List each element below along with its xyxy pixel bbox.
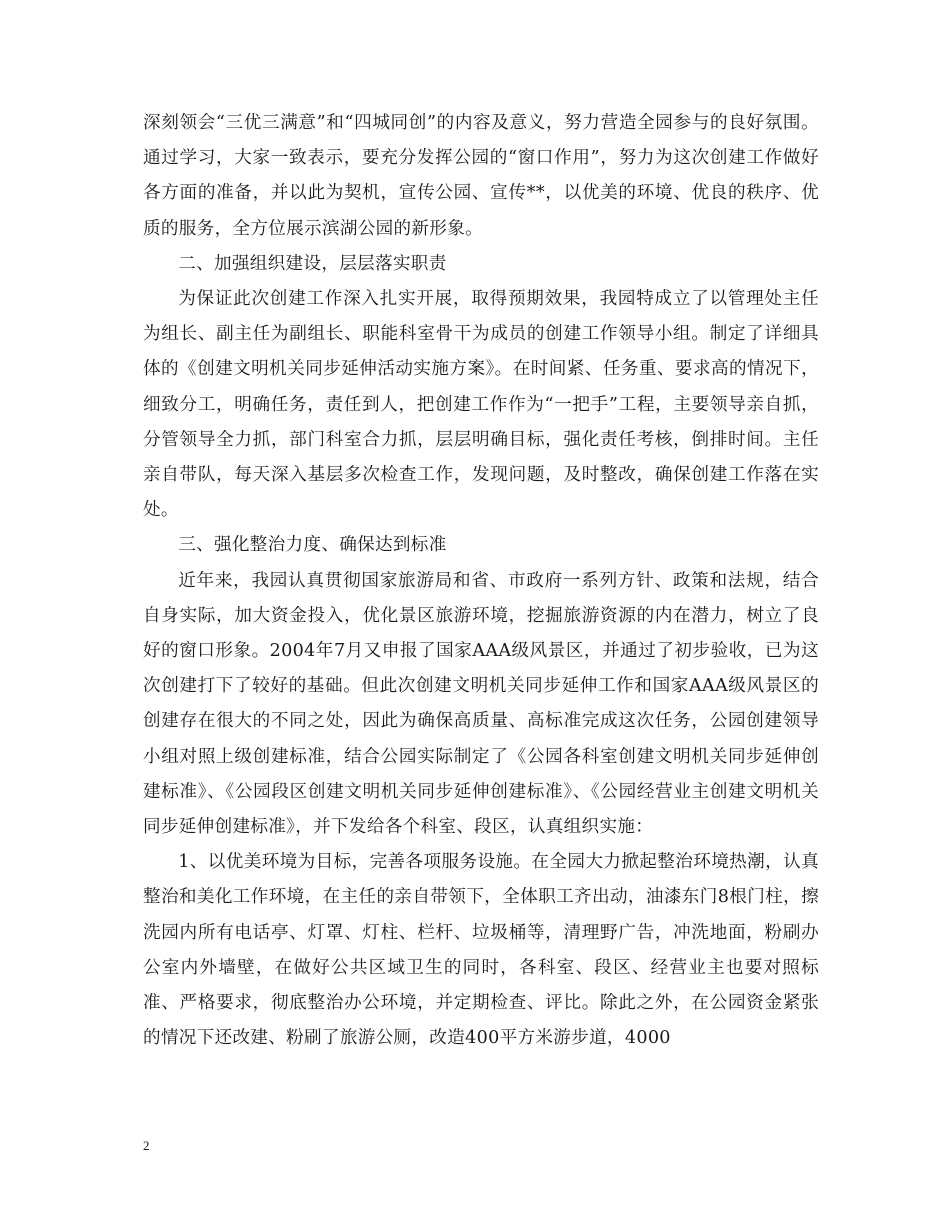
page-number: 2 <box>143 1138 150 1153</box>
section-heading-3: 三、强化整治力度、确保达到标准 <box>178 535 447 556</box>
document-body <box>143 106 819 1056</box>
paragraph-standards: 近年来，我园认真贯彻国家旅游局和省、市政府一系列方针、政策和法规，结合自身实际，加大资金投入，优化景区旅游环境，挖掘旅游资源的内在潜力，树立了良好的窗口形象。2004年7月又申报了国家AAA级风景区，并通过了初步验收，已为这次创建打下了较好的基础。但此次创建文明机关同步延伸工作和国家AAA级风景区的创建存在很大的不同之处，因此为确保高质量、高标准完成这次任务，公园创建领导小组对照上级创建标准，结合公园实际制定了《公园各科室创建文明机关同步延伸创建标准》、《公园段区创建文明机关同步延伸创建标准》、《公园经营业主创建文明机关同步延伸创建标准》，并下发给各个科室、段区，认真组织实施： <box>143 570 819 838</box>
paragraph-continuation: 深刻领会“三优三满意”和“四城同创”的内容及意义，努力营造全园参与的良好氛围。通过学习，大家一致表示，要充分发挥公园的“窗口作用”，努力为这次创建工作做好各方面的准备，并以此为契机，宣传公园、宣传**，以优美的环境、优良的秩序、优质的服务，全方位展示滨湖公园的新形象。 <box>143 113 819 239</box>
paragraph-environment: 1、以优美环境为目标，完善各项服务设施。在全园大力掀起整治环境热潮，认真整治和美化工作环境，在主任的亲自带领下，全体职工齐出动，油漆东门8根门柱，擦洗园内所有电话亭、灯罩、灯柱、栏杆、垃圾桶等，清理野广告，冲洗地面，粉刷办公室内外墙壁，在做好公共区域卫生的同时，各科室、段区、经营业主也要对照标准、严格要求，彻底整治办公环境，并定期检查、评比。除此之外，在公园资金紧张的情况下还改建、粉刷了旅游公厕，改造400平方米游步道，4000 <box>143 852 819 1049</box>
section-heading-2: 二、加强组织建设，层层落实职责 <box>178 253 447 274</box>
paragraph-organization: 为保证此次创建工作深入扎实开展，取得预期效果，我园特成立了以管理处主任为组长、副主任为副组长、职能科室骨干为成员的创建工作领导小组。制定了详细具体的《创建文明机关同步延伸活动实施方案》。在时间紧、任务重、要求高的情况下，细致分工，明确任务，责任到人，把创建工作作为“一把手”工程，主要领导亲自抓，分管领导全力抓，部门科室合力抓，层层明确目标，强化责任考核，倒排时间。主任亲自带队，每天深入基层多次检查工作，发现问题，及时整改，确保创建工作落在实处。 <box>143 289 819 521</box>
